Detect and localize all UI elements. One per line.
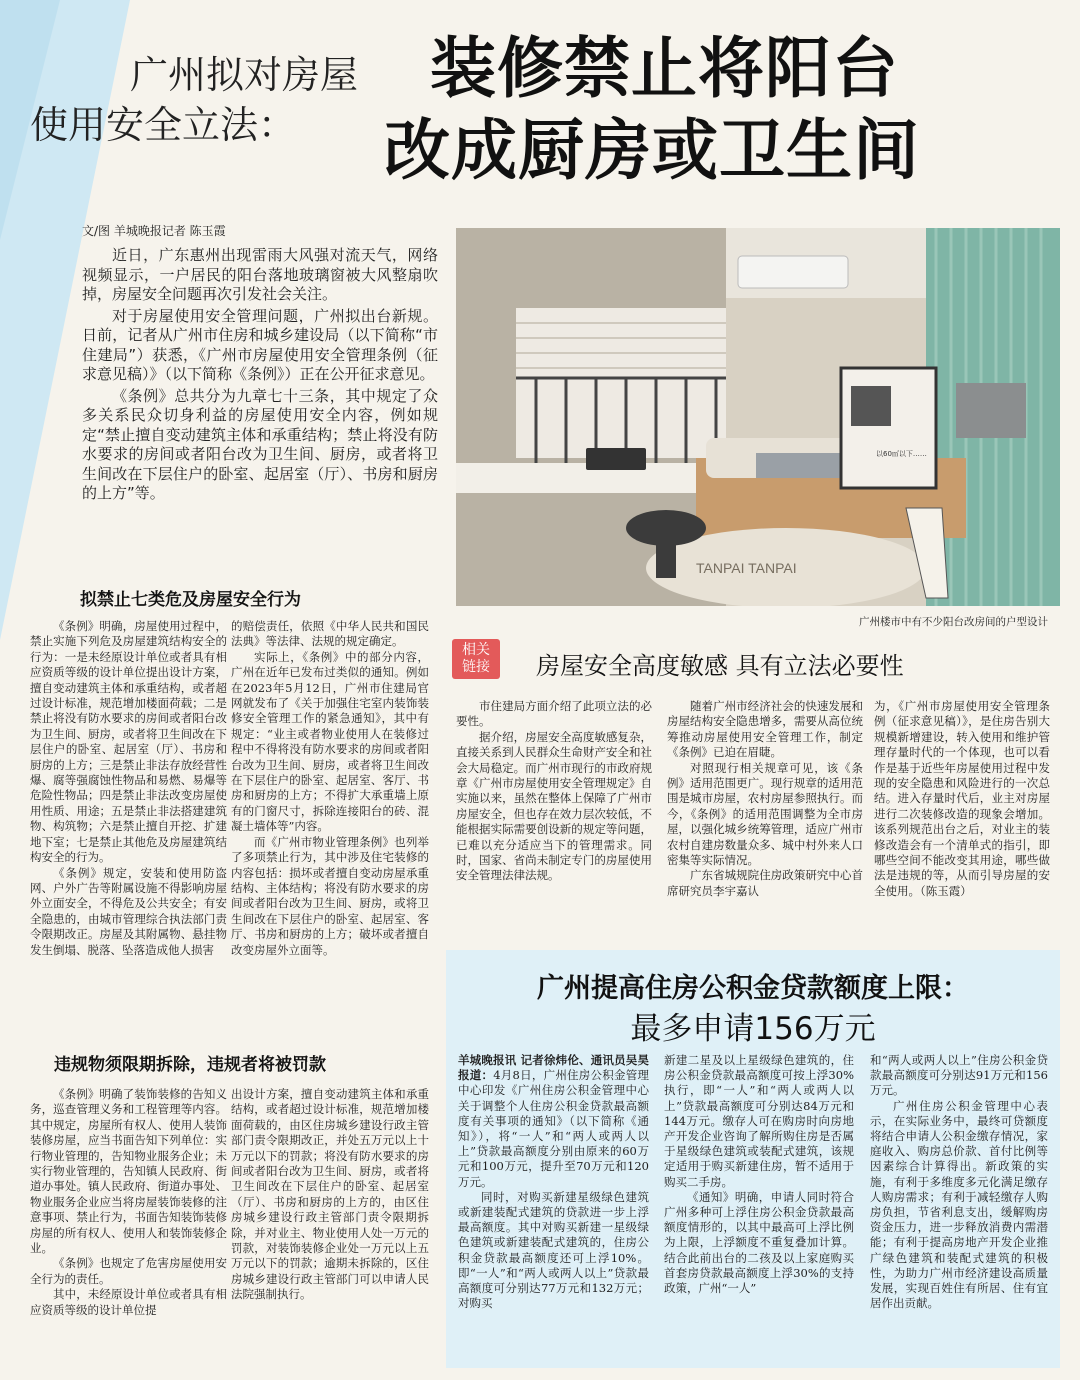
paragraph: 实际上，《条例》中的部分内容，广州在近年已发布过类似的通知。例如在2023年5月12日，广州市住建局官网就发布了《关于加强住宅室内装饰装修安全管理工作的紧急通知》，其中有规定：“业主或者物业使用人在装修过程中不得将没有防水要求的房间或者阳台改为卫生间、厨房，或者将卫生间改在下层住户的卧室、起居室、客厅、书房和厨房的上方；不得扩大承重墙上原有的门窗尺寸，拆除连接阳台的砖、混凝土墙体等”内容。	[231, 649, 429, 834]
section2-column-2	[231, 1087, 429, 1367]
kicker-line-2: 使用安全立法：	[30, 103, 297, 147]
section1-column-1	[30, 619, 227, 1039]
housing-fund-column-1	[458, 1053, 649, 1363]
tag-line-1: 相关	[462, 642, 490, 658]
paragraph: 广东省城规院住房政策研究中心首席研究员李宇嘉认	[667, 868, 863, 898]
report-text: 4月8日，广州住房公积金管理中心印发《广州住房公积金管理中心关于调整个人住房公积金贷款最高额度有关事项的通知》（以下简称《通知》），将“一人”和“两人或两人以上”贷款最高额度分别由原来的60万元和100万元，提升至70万元和120万元。	[458, 1068, 649, 1189]
paragraph: 随着广州市经济社会的快速发展和房屋结构安全隐患增多，需要从高位统筹推动房屋使用安全管理工作，制定《条例》已迫在眉睫。	[667, 699, 863, 760]
related-column-3	[874, 699, 1050, 931]
rug-text: TANPAI TANPAI	[696, 560, 797, 576]
lede-paragraph: 近日，广东惠州出现雷雨大风强对流天气，网络视频显示，一户居民的阳台落地玻璃窗被大风整扇吹掉，房屋安全问题再次引发社会关注。	[82, 246, 438, 303]
paragraph: 《条例》明确，房屋使用过程中，禁止实施下列危及房屋建筑结构安全的行为：一是未经原设计单位或者具有相应资质等级的设计单位提出设计方案，擅自变动建筑主体和承重结构，或者超过设计标准，规范增加楼面荷载；二是禁止将没有防水要求的房间或者阳台改为卫生间、厨房，或者将卫生间改在下层住户的卧室、起居室（厅）、书房和厨房的上方；三是禁止非法存放经营性爆、腐等强腐蚀性物品和易燃、易爆等危险性物品；四是禁止非法改变房屋使用性质、用途；五是禁止非法搭建建筑物、构筑物；六是禁止擅自开挖、扩建地下室；七是禁止其他危及房屋建筑结构安全的行为。	[30, 619, 227, 865]
related-title: 房屋安全高度敏感 具有立法必要性	[536, 652, 904, 680]
kicker-line-1: 广州拟对房屋	[129, 53, 358, 97]
section-heading-2: 违规物须限期拆除，违规者将被罚款	[54, 1055, 326, 1075]
paragraph: 对照现行相关规章可见，该《条例》适用范围更广。现行规章的适用范围是城市房屋，农村房屋参照执行。而今，《条例》的适用范围调整为全市房屋，以强化城乡统筹管理，适应广州市农村自建房数量众多、城中村外来人口密集等实际情况。	[667, 760, 863, 868]
report-lead: 羊城晚报讯 记者徐炜伦、通讯员吴昊报道：	[458, 1053, 649, 1083]
paragraph: 《条例》明确了装饰装修的告知义务，巡查管理义务和工程管理等内容。其中规定，房屋所有权人、使用人装饰装修房屋，应当书面告知下列单位：实行物业管理的，告知物业服务企业；未实行物业管理的，告知镇人民政府、街道办事处。镇人民政府、街道办事处、物业服务企业应当将房屋装饰装修的注意事项、禁止行为，书面告知装饰装修房屋的所有权人、使用人和装饰装修企业。	[30, 1087, 227, 1256]
frame-text: 以60㎡以下……	[876, 450, 927, 458]
lede-paragraph: 对于房屋使用安全管理问题，广州拟出台新规。日前，记者从广州市住房和城乡建设局（以下简称“市住建局”）获悉，《广州市房屋使用安全管理条例（征求意见稿）》（以下简称《条例》）正在公开征求意见。	[82, 306, 438, 383]
housing-fund-title-2: 最多申请156万元	[630, 1011, 876, 1047]
paragraph: 《条例》规定，安装和使用防盗网、户外广告等附属设施不得影响房屋外立面安全，不得危及公共安全；有安全隐患的，由城市管理综合执法部门责令限期改正。房屋及其附属物、悬挂物发生倒塌、脱落、坠落造成他人损害	[30, 865, 227, 957]
paragraph: 《条例》也规定了危害房屋使用安全行为的责任。	[30, 1256, 227, 1286]
photo-illustration	[456, 228, 1060, 606]
paragraph: 同时，对购买新建星级绿色建筑或新建装配式建筑的贷款进一步上浮最高额度。其中对购买新建一星级绿色建筑或新建装配式建筑的，住房公积金贷款最高额度还可上浮10%。即“一人”和“两人或两人以上”贷款最高额度可分别达77万元和132万元；对购买	[458, 1189, 649, 1311]
paragraph: 和“两人或两人以上”住房公积金贷款最高额度可分别达91万元和156万元。	[870, 1053, 1048, 1098]
paragraph: 新建二星及以上星级绿色建筑的，住房公积金贷款最高额度可按上浮30%执行，即“一人”和“两人或两人以上”贷款最高额度可分别达84万元和144万元。缴存人可在购房时向房地产开发企业咨询了解所购住房是否属于星级绿色建筑或装配式建筑，该规定适用于购买新建住房，暂不适用于购买二手房。	[664, 1053, 854, 1189]
related-column-1	[456, 699, 652, 931]
paragraph: 广州住房公积金管理中心表示，在实际业务中，最终可贷额度将结合申请人公积金缴存情况，家庭收入、购房总价款、首付比例等因素综合计算得出。新政策的实施，有利于多维度多元化满足缴存人购房需求；有利于减轻缴存人购房负担，节省利息支出，缓解购房资金压力，进一步释放消费内需潜能；有利于提高房地产开发企业推广绿色建筑和装配式建筑的积极性，为助力广州市经济建设高质量发展，实现百姓住有所居、住有宜居作出贡献。	[870, 1098, 1048, 1311]
photo-caption: 广州楼市中有不少阳台改房间的户型设计	[859, 616, 1048, 628]
paragraph: 的赔偿责任，依照《中华人民共和国民法典》等法律、法规的规定确定。	[231, 619, 429, 649]
photo-bedroom-balcony	[456, 228, 1060, 606]
paragraph: 其中，未经原设计单位或者具有相应资质等级的设计单位提	[30, 1287, 227, 1317]
paragraph: 为，《广州市房屋使用安全管理条例（征求意见稿）》，是住房告别大规模新增建设，转入使用和维护管理存量时代的一个体现，也可以看作是基于近些年房屋使用过程中发现的安全隐患和风险进行的一次总结。进入存量时代后，业主对房屋进行二次装修改造的现象会增加。该系列规范出台之后，对业主的装修改造会有一个清单式的指引，即哪些空间不能改变其用途，哪些做法是违规的等，从而引导房屋的安全使用。（陈玉霞）	[874, 699, 1050, 898]
paragraph: 据介绍，房屋安全高度敏感复杂，直接关系到人民群众生命财产安全和社会大局稳定。而广州市现行的市政府规章《广州市房屋使用安全管理规定》自实施以来，虽然在整体上保障了广州市房屋安全，但也存在效力层次较低，不能根据实际需要创设新的规定等问题，已难以充分适应当下的管理需求。同时，国家、省尚未制定专门的房屋使用安全管理法律法规。	[456, 729, 652, 883]
section1-column-2	[231, 619, 429, 1039]
paragraph: 而《广州市物业管理条例》也列举了多项禁止行为，其中涉及住宅装修的内容包括：损坏或者擅自变动房屋承重结构、主体结构；将没有防水要求的房间或者阳台改为卫生间、厨房，或将卫生间改在下层住户的卧室、起居室、客厅、书房和厨房的上方；破坏或者擅自改变房屋外立面等。	[231, 834, 429, 957]
section-heading-1: 拟禁止七类危及房屋安全行为	[80, 590, 301, 610]
paragraph: 市住建局方面介绍了此项立法的必要性。	[456, 699, 652, 729]
related-column-2	[667, 699, 863, 931]
paragraph: 出设计方案，擅自变动建筑主体和承重结构，或者超过设计标准，规范增加楼面荷载的，由区住房城乡建设行政主管部门责令限期改正，并处五万元以上十万元以下的罚款；将没有防水要求的房间或者阳台改为卫生间、厨房，或者将卫生间改在下层住户的卧室、起居室（厅）、书房和厨房的上方的，由区住房城乡建设行政主管部门责令限期拆除，并对业主、物业使用人处一万元的罚款，对装饰装修企业处一万元以上五万元以下的罚款；逾期未拆除的，区住房城乡建设行政主管部门可以申请人民法院强制执行。	[231, 1087, 429, 1302]
headline-line-2: 改成厨房或卫生间	[384, 112, 920, 189]
housing-fund-column-3	[870, 1053, 1048, 1363]
related-tag	[452, 639, 500, 679]
lede-paragraph: 《条例》总共分为九章七十三条，其中规定了众多关系民众切身利益的房屋使用安全内容，例如规定“禁止擅自变动建筑主体和承重结构；禁止将没有防水要求的房间或者阳台改为卫生间、厨房，或者将卫生间改在下层住户的卧室、起居室（厅）、书房和厨房的上方”等。	[82, 386, 438, 502]
headline	[384, 28, 1064, 192]
housing-fund-title-1: 广州提高住房公积金贷款额度上限：	[537, 973, 969, 1004]
section2-column-1	[30, 1087, 227, 1367]
byline: 文/图 羊城晚报记者 陈玉霞	[82, 224, 226, 238]
lede	[82, 246, 438, 506]
kicker	[28, 50, 358, 150]
housing-fund-column-2	[664, 1053, 854, 1363]
paragraph: 《通知》明确，申请人同时符合广州多种可上浮住房公积金贷款最高额度情形的，以其中最高可上浮比例为上限，上浮额度不重复叠加计算。结合此前出台的二孩及以上家庭购买首套房贷款最高额度上浮30%的支持政策，广州“一人”	[664, 1189, 854, 1296]
housing-fund-box	[446, 950, 1060, 1368]
headline-line-1: 装修禁止将阳台	[430, 30, 899, 107]
tag-line-2: 链接	[462, 659, 490, 675]
paragraph	[458, 1053, 649, 1190]
